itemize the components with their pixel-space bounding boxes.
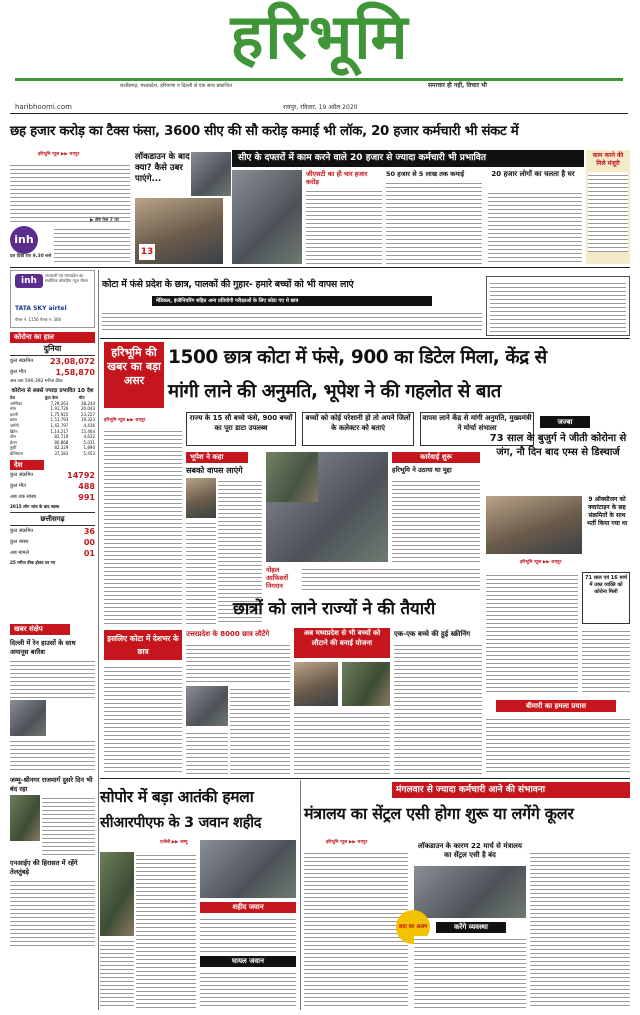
karwai-box: कार्रवाई शुरू (392, 452, 480, 463)
jajba-byline: हरिभूमि न्यूज ▶▶ रायपुर (520, 560, 562, 565)
top-story-col1b (54, 226, 130, 264)
khabar-item-1-head: दिल्ली में रेन हाउसों के साथ अमानूस बारिश (10, 639, 76, 656)
karne-body (414, 936, 526, 1008)
jajba-body (486, 572, 578, 692)
karwai-head: हरिभूमि ने उठाया था मुद्दा (392, 466, 452, 474)
crpf-photo (100, 852, 134, 936)
kota-strap-body (102, 310, 482, 332)
masthead-bottom-rule (10, 113, 628, 114)
sopore-body-2 (100, 938, 134, 1008)
world-title: दुनिया (10, 343, 95, 356)
shivraj-photo (294, 662, 338, 706)
cg-title: छत्तीसगढ़ (10, 512, 95, 526)
khabar-photo-1 (10, 700, 46, 736)
kota-flag: हरिभूमि की खबर का बड़ा असर (104, 342, 164, 408)
top-story-col1 (10, 162, 130, 224)
table-cell: 80,868 (54, 439, 69, 445)
mantralaya-body-1 (304, 850, 408, 1008)
stat-row: कुल संक्रमित 36 (10, 526, 95, 536)
kota-rule (100, 338, 630, 339)
cr50-head: 50 हजार से 5 लाख तक कमाई (386, 170, 465, 178)
khabar-item-3-head: एनआईए की हिरासत में रहेंगे तेलतुंबड़े (10, 859, 78, 876)
inh-ad (10, 270, 95, 328)
ad-partners: TATA SKY airtel (15, 305, 67, 312)
emp-body (488, 190, 582, 264)
table-cell: तुर्की (10, 445, 17, 451)
khabar-item-3-body (10, 878, 95, 948)
stat-row: कुल संक्रमित 14792 (10, 470, 95, 480)
mid-rule (100, 778, 630, 779)
corona-box (10, 332, 95, 620)
masthead-tagline-right: समाचार ही नहीं, विचार भी (428, 82, 487, 89)
table-cell: बेल्जियम (10, 450, 23, 456)
masthead (0, 0, 640, 116)
stat-row: कुल संक्रमित 23,08,072 (10, 357, 95, 366)
ca-office-photo (191, 152, 231, 196)
gst-body (306, 188, 382, 264)
khabar-item-2-head: जम्मू-श्रीनगर राजमार्ग दुसरे दिन भी बंद रहा (10, 776, 93, 793)
table-cell: 1,42,797 (50, 422, 69, 428)
kota-subhead: मेडिकल, इंजीनियरिंग सहित अन्य प्रतियोगी परीक्षाओं के लिए कोटा गए थे छात्र (152, 296, 432, 306)
table-cell: अमेरिका (10, 400, 23, 406)
countries-table (10, 395, 95, 457)
stat-note: अब तक 590,392 मरीज ठीक (10, 379, 63, 384)
side-head: काम करने की मिले मंजूरी (592, 152, 624, 167)
table-cell: 1,14,217 (50, 428, 69, 434)
cr50-body (386, 180, 482, 264)
masthead-website[interactable]: haribhoomi.com (15, 103, 72, 111)
stat-row: कुल मौत 488 (10, 481, 95, 491)
table-cell: 4,632 (83, 434, 95, 440)
kota-main-headline: छात्रों को लाने राज्यों ने की तैयारी (232, 599, 436, 619)
elderly-photo (486, 496, 582, 554)
mantralaya-body-2 (530, 850, 630, 1008)
mantralaya-byline: हरिभूमि न्यूज ▶▶ रायपुर (326, 840, 368, 845)
shaheed-body (200, 916, 296, 952)
table-cell: जर्मनी (10, 422, 19, 428)
kota-points (186, 412, 536, 446)
jajba-head: 73 साल के बुजुर्ग ने जीती कोरोना से जंग, नौ दिन बाद एम्स से डिस्चार्ज (489, 433, 627, 458)
left-col-rule (98, 270, 99, 1010)
karwai-body (392, 478, 480, 564)
kota-byline: हरिभूमि न्यूज ▶▶ रायपुर (104, 418, 146, 423)
table-cell: 1,75,925 (50, 411, 69, 417)
inh-logo: inh (10, 226, 38, 254)
bimari-box: बीमारी का हमला प्रयास (496, 700, 616, 712)
khabar-item-1-body2 (10, 738, 95, 772)
india-title: देश (10, 460, 44, 470)
table-cell: चीन (10, 434, 16, 440)
inh-time: प्रत दिखे रात 9.30 बजे (10, 254, 52, 259)
ghayal-body (200, 970, 296, 1008)
sabko-head: सबको वापस लाएंगे (186, 466, 243, 475)
table-cell: ब्रिटेन (10, 428, 18, 434)
calculator-photo (135, 198, 223, 264)
bimari-body (486, 716, 630, 774)
top-story (10, 150, 630, 265)
table-cell: स्पेन (10, 406, 17, 412)
isliye-head: इसलिए कोटा में देशभर के छात्र (107, 634, 179, 656)
photo-caption (302, 566, 480, 590)
kota-point-1: राज्य के 15 सौ बच्चे फंसे, 900 बच्चों का पूरा डाटा उपलब्ध (186, 412, 296, 446)
stat-row: कुल स्वस्थ 00 (10, 537, 95, 547)
stat-note: 25 मरीज ठीक होकर घर गए (10, 559, 56, 565)
banner-headline: छह हजार करोड़ का टैक्स फंसा, 3600 सीए की सौ करोड़ कमाई भी लॉक, 20 हजार कर्मचारी भी संकट में (10, 124, 519, 139)
kota-strap-box-body (490, 280, 626, 332)
kota-body-col (104, 428, 182, 624)
table-cell: इटली (10, 411, 18, 417)
table-cell: 37,183 (54, 450, 69, 456)
corona-title: कोरोना का हाल (10, 332, 95, 343)
khabar-title: खबर संक्षेप (10, 624, 70, 635)
lockdown-sub: लॉकडाउन के कारण 22 मार्च से मंत्रालय का सेंट्रल एसी है बंद (418, 842, 522, 859)
table-cell: 38,244 (81, 400, 95, 406)
bus-head: एक-एक बच्चे की हुई स्क्रीनिंग (394, 630, 471, 638)
masthead-logo: हरिभूमि (230, 0, 410, 73)
sopore-body-1 (136, 852, 196, 1008)
sopore-head-2: सीआरपीएफ के 3 जवान शहीद (100, 815, 262, 831)
masthead-dateline: रायपुर, रविवार, 19 अप्रैल 2020 (283, 104, 358, 111)
jajba-body-2 (582, 628, 630, 692)
kota-point-3: वापस लाने केंद्र से मांगी अनुमति, मुख्यमंत्री ने मोर्चा संभाला (420, 412, 534, 446)
table-row (10, 451, 95, 457)
mantralaya-head: मंत्रालय का सेंट्रल एसी होगा शुरू या लगेंगे कूलर (304, 804, 574, 823)
karne-box: करेंगे व्यवस्था (436, 922, 506, 933)
india-stats (10, 470, 95, 510)
isliye-body (104, 664, 182, 774)
students-photo-2 (266, 452, 318, 502)
top-story-page-ref[interactable]: ▶ शेष पेज 7 पर (90, 218, 119, 223)
sopore-head-1: सोपोर में बड़ा आतंकी हमला (100, 788, 254, 806)
khabar-item-2-body (42, 795, 95, 855)
stat-row: कुल मौत 1,58,870 (10, 368, 95, 377)
table-cell: 23,227 (81, 411, 95, 417)
table-cell: 82,719 (54, 434, 69, 440)
stat-note: 2015 लोग जांच के बाद स्वस्थ (10, 503, 60, 509)
khabar-photo-2 (10, 795, 40, 841)
table-header-cell: देश (10, 395, 15, 400)
top-story-byline: हरिभूमि न्यूज ▶▶ रायपुर (38, 152, 80, 157)
kota-strap-box (486, 276, 630, 336)
table-cell: 1,51,793 (50, 417, 69, 423)
table-header-cell: कुल केस (44, 395, 58, 400)
emp-head: 20 हजार लोगों का चलता है घर (491, 170, 575, 178)
table-header-cell: मौत (78, 395, 85, 400)
stamp: सदा का अलग (396, 910, 430, 944)
top-story-subhead: सीए के दफ्तरों में काम करने वाले 20 हजार से ज्यादा कर्मचारी भी प्रभावित (232, 150, 584, 167)
ad-text: राजधानी एवं मध्यप्रदेश का सर्वाधिक लोकप्रिय न्यूज चैनल (45, 273, 88, 283)
photo-label: नोहल आफिसरों निगरान (266, 566, 289, 590)
up-body-3 (186, 730, 228, 774)
shaheed-box: शहीद जवान (200, 902, 296, 913)
masthead-tagline-left: छत्तीसगढ़, मध्यप्रदेश, हरियाणा व दिल्ली से एक साथ प्रकाशित (120, 83, 232, 89)
center-photo (232, 170, 302, 264)
masthead-green-rule (15, 78, 623, 81)
bhupesh-photo (186, 478, 216, 518)
table-cell: 82,329 (54, 445, 69, 451)
up-photo (186, 686, 228, 726)
table-cell: 7,29,263 (50, 400, 69, 406)
mantralaya-strap: मंगलवार से ज्यादा कर्मचारी आने की संभावना (392, 782, 630, 798)
kota-headline-2: मांगी लाने की अनुमति, भूपेश ने की गहलोत से बात (168, 381, 501, 402)
table-cell: 1,890 (83, 445, 95, 451)
mantralaya-photo (414, 866, 526, 918)
table-cell: 19,323 (81, 417, 95, 423)
countries-body (10, 401, 95, 457)
stat-row: अब तक स्वस्थ 991 (10, 492, 95, 502)
table-cell: 5,031 (83, 439, 95, 445)
jajba-box: जज्बा (540, 416, 590, 428)
ad-channel: चैनल नं. 1156 चैनल नं. 366 (15, 317, 62, 322)
calendar-number: 13 (139, 244, 155, 260)
world-stats (10, 356, 95, 386)
up-body (186, 642, 290, 682)
kota-strap: कोटा में फंसे प्रदेश के छात्र, पालकों की गुहार- हमारे बच्चों को भी वापस लाएं (102, 279, 354, 290)
up-body-2 (230, 686, 290, 774)
gst-head: जीएसटी का ही चार हजार करोड़ (306, 170, 368, 186)
bhupesh-box: भूपेश ने कहा (186, 452, 248, 463)
table-cell: ईरान (10, 439, 17, 445)
table-cell: 5,453 (83, 450, 95, 456)
khabar-sankshep (10, 624, 95, 1009)
mp-body (294, 710, 390, 774)
cg-stats (10, 526, 95, 566)
khabar-item-1-body (10, 658, 95, 698)
up-head: उत्तरप्रदेश के 8000 छात्र लौटेंगे (186, 630, 270, 638)
lockdown-question: लॉकडाउन के बाद क्या? कैसे उबर पाएंगे... (135, 152, 190, 184)
mp-head: अब मध्यप्रदेश से भी बच्चों को लौटाने की बनाई योजना (294, 628, 390, 658)
ad-logo: inh (15, 274, 43, 288)
top-story-rule (10, 267, 630, 268)
table-cell: 1,91,726 (50, 406, 69, 412)
side-body (588, 172, 628, 252)
countries-title: कोरोना से सबसे ज्यादा प्रभावित 10 देश (11, 388, 94, 394)
soldiers-photo (200, 840, 296, 898)
stat-row: अब मामले 01 (10, 548, 95, 558)
side-box (586, 150, 630, 264)
ghayal-box: घायल जवान (200, 956, 296, 967)
table-cell: 15,464 (81, 428, 95, 434)
jajba-side: 9 ऑक्सीजन को क्वारंटाइन के छह संक्रमितों के साथ भर्ती किया गया था (586, 496, 628, 527)
kota-headline-1: 1500 छात्र कोटा में फंसे, 900 का डिटेल मिला, केंद्र से (168, 347, 547, 368)
sopore-byline: एजेंसी ▶▶ जम्मू (160, 840, 188, 845)
jajba-quote: 71 साल एवं 16 मार्च में उक्त व्यक्ति को कोरोना मिली (582, 572, 630, 624)
table-cell: 20,043 (81, 406, 95, 412)
gehlot-photo (342, 662, 390, 706)
table-cell: फ्रांस (10, 417, 17, 423)
table-cell: 4,436 (83, 422, 95, 428)
bus-body (394, 642, 482, 774)
sopore-col-rule (300, 780, 301, 1010)
kota-point-2: बच्चों को कोई परेशानी हो तो अपने जिलों के कलेक्टर को बताएं (302, 412, 414, 446)
